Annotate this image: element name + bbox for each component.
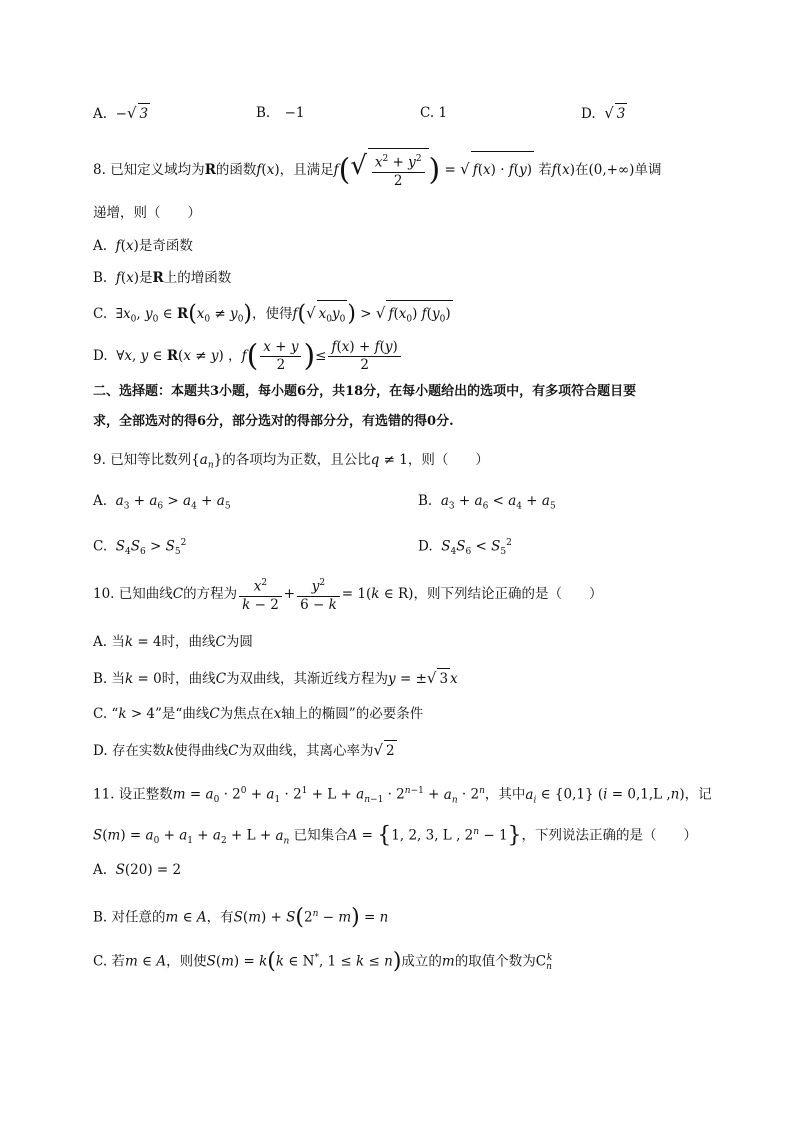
q8-option-c: C. $\exists x_0$, $y_0$ ∈ $R(x_0 \ne y_0)$，使得f(√ $x_0y_0$) > √ $f(x_0)$ $f(y_0)$ (93, 300, 453, 333)
math: f (256, 162, 262, 178)
q9-option-b: B. $a_3 + a_6 < a_4 + a_5$ (418, 493, 556, 512)
q11-stem-cont: $S(m) = a_0 + a_1 + a_2 + L + a_n$ 已知集合A = {1, 2, 3, L , $2^n - 1$}，下列说法正确的是（ ） (93, 823, 698, 848)
q8-option-d: D. ∀x, y ∈ R(x ≠ y) ，f( $\frac{x + y}{2}$ )≤ $\frac{f(x) + f(y)}{2}$ (93, 338, 403, 374)
option-value: −1 (284, 105, 305, 121)
q8-option-b: B. f(x)是R上的增函数 (93, 270, 232, 286)
q9-stem: 9. 已知等比数列$\{a_n\}$的各项均为正数，且公比q ≠ 1，则（ ） (93, 452, 489, 471)
q10-option-a: A. 当k = 4时，曲线C为圆 (93, 634, 253, 650)
q10-option-d: D. 存在实数k使得曲线C为双曲线，其离心率为√ 2 (93, 741, 395, 759)
option-value: 1 (438, 105, 448, 121)
option-label: B. (256, 105, 271, 121)
q11-stem: 11. 设正整数$m = a_0 \cdot 2^0 + a_1 \cdot 2^1 + L + a_{n-1} \cdot 2^{n-1} + a_n \cdot 2^n$，其中$a_i$ ∈ {0,1} (i = 0,1,L ,n)，记 (93, 786, 712, 806)
q8-stem: 8. 已知定义域均为R的函数f(x)，且满足f(√ $\frac{x^2 + y^2}{2}$ ) = √ f(x) · f(y) 若f(x)在(0,+∞)单调 (93, 148, 661, 190)
section-heading-line2: 求，全部选对的得6分，部分选对的得部分分，有选错的得0分. (93, 414, 454, 429)
q10-option-c: C. “k > 4”是“曲线C为焦点在x轴上的椭圆”的必要条件 (93, 706, 424, 722)
q7-option-a (93, 103, 150, 124)
q7-option-b (256, 103, 304, 123)
q11-option-c: C. 若m ∈ A，则使S(m) = k(k ∈ N*, 1 ≤ k ≤ n)成立的m的取值个数为$C_n^k$ (93, 949, 553, 974)
q11-option-b: B. 对任意的m ∈ A，有$S(m) + S(2^n - m) = n$ (93, 905, 389, 930)
option-label: A. (93, 106, 108, 122)
math: √ 3 (604, 104, 626, 122)
option-label: D. (581, 106, 596, 122)
math: −√ 3 (111, 104, 149, 122)
q8-stem-cont: 递增，则（ ） (93, 205, 201, 221)
q11-option-a: A. S(20) = 2 (93, 862, 182, 878)
q9-option-c: C. $S_4S_6 > S_5^2$ (93, 538, 187, 558)
q10-option-b: B. 当k = 0时，曲线C为双曲线，其渐近线方程为y = ±√ 3 x (93, 669, 458, 687)
q7-option-c (420, 103, 447, 123)
option-label: C. (420, 105, 435, 121)
q9-option-a: A. $a_3 + a_6 > a_4 + a_5$ (93, 493, 231, 512)
q10-stem: 10. 已知曲线C的方程为 $\frac{x^2}{k - 2}$ + $\frac{y^2}{6 - k}$ = 1(k ∈ R)，则下列结论正确的是（ ） (93, 575, 602, 614)
q8-option-a: A. f(x)是奇函数 (93, 238, 193, 254)
section-heading-line1: 二、选择题：本题共3小题，每小题6分，共18分，在每小题给出的选项中，有多项符合题目要 (93, 384, 637, 399)
q7-option-d (581, 103, 627, 124)
q9-option-d: D. $S_4S_6 < S_5^2$ (418, 538, 512, 558)
